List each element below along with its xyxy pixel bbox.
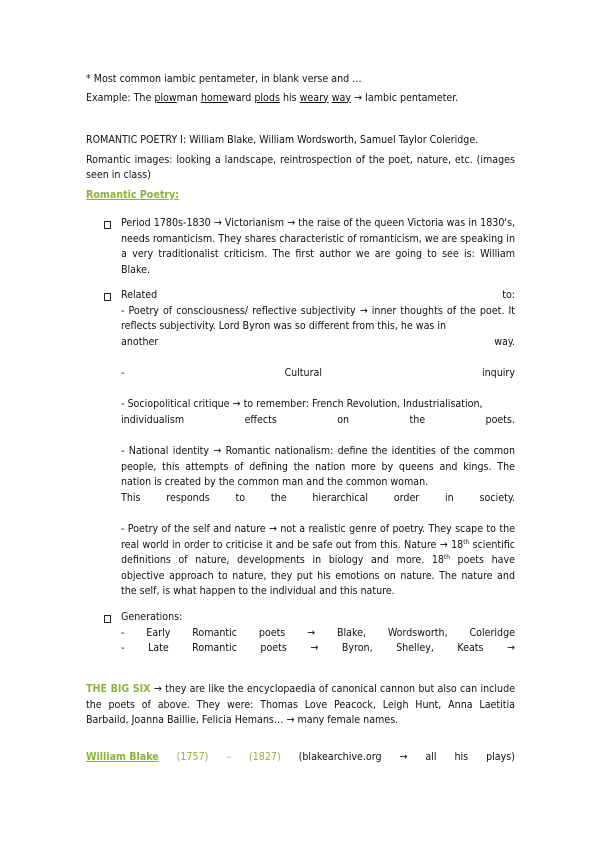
bullet-square-icon — [104, 293, 111, 301]
self-nature-text — [121, 522, 515, 600]
word: Late — [147, 642, 169, 655]
word: hierarchical — [312, 491, 369, 504]
late-romantic-row — [121, 641, 515, 657]
word: → — [507, 642, 515, 655]
unstressed-syllable: his — [279, 91, 300, 104]
consciousness-text: - Poetry of consciousness/ reflective subjectivity → inner thoughts of the poet. It reflects subjectivity. Lord Byron was so different from this, he was in — [121, 304, 515, 333]
bullet-square-icon — [104, 221, 111, 229]
word: way. — [494, 335, 515, 348]
word: Early — [146, 626, 171, 639]
word: responds — [166, 491, 210, 504]
bullet-square-icon — [104, 615, 111, 623]
dash: - — [121, 366, 125, 379]
intro-section — [86, 72, 515, 106]
word: poets. — [485, 413, 515, 426]
blake-death-year: (1827) — [249, 751, 281, 763]
word: - — [121, 626, 125, 639]
word: Wordsworth, — [387, 626, 448, 639]
related-to: to: — [502, 289, 515, 301]
blake-name: William Blake — [86, 751, 159, 763]
romantic-section — [86, 133, 515, 203]
word: effects — [244, 413, 277, 426]
blake-dash: – — [226, 751, 232, 763]
word: poets — [260, 642, 287, 655]
sociopolitical-end — [121, 413, 515, 429]
stressed-syllable: way — [331, 91, 352, 104]
unstressed-syllable: ward — [227, 91, 255, 104]
stressed-syllable: home — [200, 91, 228, 104]
word: Cultural — [284, 366, 322, 379]
arrow: → — [399, 751, 408, 763]
word: all — [425, 751, 437, 763]
word: Keats — [457, 642, 484, 655]
big-six-label: THE BIG SIX — [86, 683, 151, 695]
blake-birth-year: (1757) — [176, 751, 209, 763]
word: → — [310, 642, 319, 655]
word: his — [454, 751, 469, 763]
word: Coleridge — [469, 626, 515, 639]
example-label: Example: The — [86, 91, 155, 104]
related-label: Related — [121, 289, 158, 301]
word: the — [270, 491, 287, 504]
word: Romantic — [192, 626, 237, 639]
stressed-syllable: plods — [254, 91, 280, 104]
word: Blake, — [336, 626, 367, 639]
word: Byron, — [341, 642, 373, 655]
text-run: poets have objective approach to nature, they put his emotions on nature. The nature and the self, is what happen to the individual and this nature. — [121, 554, 515, 598]
word: poets — [258, 626, 286, 639]
bullet-related — [121, 288, 515, 600]
text-run: scientific definitions of nature, developments in biology and more. 18 — [121, 538, 515, 567]
word: individualism — [121, 413, 185, 426]
bullet-generations — [121, 610, 515, 657]
big-six-text — [86, 682, 515, 729]
national-identity-end — [121, 491, 515, 507]
stressed-syllable: weary — [299, 91, 329, 104]
word: the — [409, 413, 426, 426]
word: inquiry — [481, 366, 515, 379]
word: in — [445, 491, 454, 504]
example-line — [86, 91, 515, 107]
word: Romantic — [192, 642, 237, 655]
romantic-heading: ROMANTIC POETRY I: William Blake, William Wordsworth, Samuel Taylor Coleridge. — [86, 134, 479, 146]
word: another — [121, 335, 159, 348]
word: order — [393, 491, 420, 504]
word: to — [235, 491, 246, 504]
word: → — [307, 626, 316, 639]
consciousness-end — [121, 335, 515, 351]
superscript: th — [443, 553, 450, 562]
generations-title: Generations: — [121, 611, 183, 623]
word: Shelley, — [396, 642, 434, 655]
period-text: Period 1780s-1830 → Victorianism → the raise of the queen Victoria was in 1830's, needs romanticism. They shares characteristic of romanticism, we are speaking in a very traditionalist criticism. The first author we are going to see is: William Blake. — [121, 217, 515, 276]
word: - — [121, 642, 125, 655]
blake-heading-line — [86, 750, 515, 766]
stressed-syllable: plow — [154, 91, 177, 104]
national-identity-text: - National identity → Romantic nationalism: define the identities of the common people, this attempts of defining the nation more by queens and kings. The nation is created by the common man and the common woman. — [121, 444, 515, 489]
unstressed-syllable: man — [176, 91, 201, 104]
early-romantic-row — [121, 626, 515, 642]
word: on — [337, 413, 350, 426]
iambic-note: * Most common iambic pentameter, in blank verse and … — [86, 73, 362, 85]
bullet-period — [121, 216, 515, 278]
william-blake-section — [86, 750, 515, 766]
word: society. — [479, 491, 515, 504]
word: plays) — [486, 751, 515, 763]
related-line — [121, 288, 515, 304]
blake-archive-site: (blakearchive.org — [298, 751, 382, 763]
example-conclusion: → Iambic pentameter. — [351, 91, 459, 104]
sociopolitical-text: - Sociopolitical critique → to remember: French Revolution, Industrialisation, — [121, 398, 483, 411]
big-six-description: → they are like the encyclopaedia of canonical cannon but also can include the poets of above. They were: Thomas Love Peacock, Leigh Hunt, Anna Laetitia Barbaild, Joanna Baillie, Felicia Hemans… → many female names. — [86, 683, 515, 727]
word: This — [121, 491, 141, 504]
romantic-images-text: Romantic images: looking a landscape, reintrospection of the poet, nature, etc. (images seen in class) — [86, 153, 515, 182]
cultural-inquiry-line — [121, 366, 515, 382]
superscript: th — [463, 537, 470, 546]
big-six-section — [86, 682, 515, 729]
section-title-romantic-poetry: Romantic Poetry: — [86, 188, 180, 201]
text-run: - Poetry of the self and nature → not a realistic genre of poetry. They scape to the real world in order to criticise it and be safe out from this. Nature → 18 — [121, 522, 515, 551]
